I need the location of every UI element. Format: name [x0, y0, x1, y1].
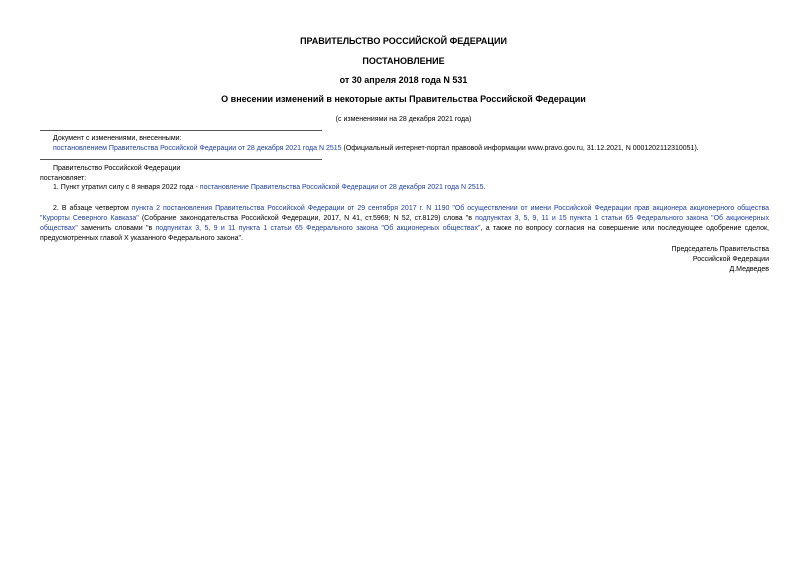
bottom-divider	[40, 159, 322, 160]
item-1	[53, 183, 773, 193]
signature-position-1: Председатель Правительства	[671, 246, 769, 253]
item-1-text: 1. Пункт утратил силу с 8 января 2022 года -	[53, 184, 200, 191]
item-2-text-2: (Собрание законодательства Российской Федерации, 2017, N 41, ст.5969; N 52, ст.8129) слова "в	[138, 215, 476, 222]
changes-suffix: (Официальный интернет-портал правовой информации www.pravo.gov.ru, 31.12.2021, N 0001202112310051).	[341, 145, 699, 152]
item-2-text-4: , а также по вопросу согласия на совершение или последующее одобрение сделок, предусмотренных главой X указанного Федерального закона".	[40, 225, 769, 242]
item-2-link-2[interactable]: подпунктах 3, 5, 9, 11 и 15 пункта 1 статьи 65 Федерального закона "Об акционерных обществах"	[40, 215, 769, 232]
changes-line	[53, 144, 773, 154]
changes-label: Документ с изменениями, внесенными:	[53, 135, 182, 142]
amending-decree-link[interactable]: постановлением Правительства Российской Федерации от 28 декабря 2021 года N 2515	[53, 145, 342, 152]
signature-position-2: Российской Федерации	[692, 256, 769, 263]
issuer-text: Правительство Российской Федерации	[53, 165, 181, 172]
item-1-link[interactable]: постановление Правительства Российской Федерации от 28 декабря 2021 года N 2515	[199, 184, 484, 191]
signature-block	[672, 245, 769, 275]
document-type: ПОСТАНОВЛЕНИЕ	[362, 56, 445, 66]
top-divider	[40, 130, 322, 131]
item-2-link-3[interactable]: подпунктах 3, 5, 9 и 11 пункта 1 статьи 65 Федерального закона "Об акционерных обществах"	[155, 225, 481, 232]
decrees-text: постановляет:	[40, 175, 87, 182]
item-2-text-1: 2. В абзаце четвертом	[53, 205, 132, 212]
document-title: О внесении изменений в некоторые акты Правительства Российской Федерации	[221, 94, 586, 104]
edition-note: (с изменениями на 28 декабря 2021 года)	[335, 116, 472, 123]
item-2-link-1[interactable]: пункта 2 постановления Правительства Российской Федерации от 29 сентября 2017 г. N 1190 "Об осуществлении от имени Российской Федерации прав акционера акционерного общества "Курорты Северного Кавказа"	[40, 205, 769, 222]
signature-name: Д.Медведев	[729, 266, 769, 273]
government-heading: ПРАВИТЕЛЬСТВО РОССИЙСКОЙ ФЕДЕРАЦИИ	[300, 36, 507, 46]
item-1-end: .	[483, 184, 486, 191]
document-date-number: от 30 апреля 2018 года N 531	[339, 75, 468, 85]
item-2-text-3: заменить словами "в	[77, 225, 156, 232]
item-2	[40, 204, 769, 244]
